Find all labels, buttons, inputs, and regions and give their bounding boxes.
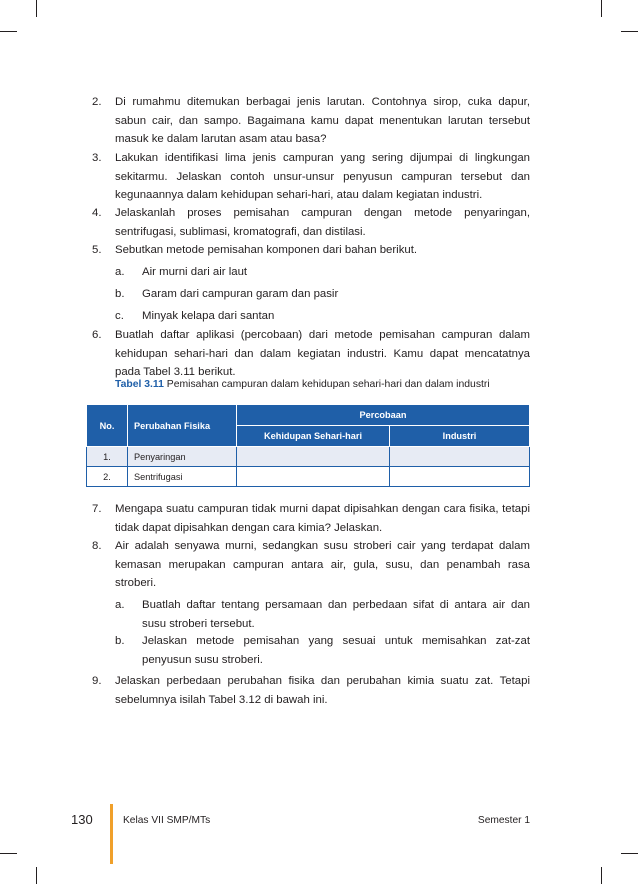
question-text: Air adalah senyawa murni, sedangkan susu stroberi cair yang terdapat dalam kemasan merupakan campuran antara air, gula, susu, dan penambah rasa stroberi. — [115, 540, 530, 590]
header-percobaan: Percobaan — [237, 405, 530, 426]
sub-number: b. — [115, 635, 125, 647]
question-text: Di rumahmu ditemukan berbagai jenis larutan. Contohnya sirop, cuka dapur, sabun cair, dan sampo. Bagaimana kamu dapat menentukan larutan tersebut masuk ke dalam larutan asam atau basa? — [115, 96, 530, 146]
question-number: 8. — [92, 540, 102, 552]
question-number: 9. — [92, 675, 102, 687]
cell-industri — [390, 467, 530, 487]
sub-number: a. — [115, 266, 125, 278]
crop-mark-top-left-v — [36, 0, 37, 17]
question-8-b — [115, 632, 530, 669]
question-4 — [92, 204, 530, 241]
question-2 — [92, 93, 530, 149]
question-3 — [92, 149, 530, 205]
cell-no: 1. — [87, 447, 128, 467]
question-5 — [92, 241, 530, 260]
question-number: 7. — [92, 503, 102, 515]
footer-class-label: Kelas VII SMP/MTs — [123, 815, 211, 826]
question-5-a — [115, 263, 530, 282]
footer-divider — [110, 804, 113, 864]
cell-no: 2. — [87, 467, 128, 487]
question-text: Buatlah daftar aplikasi (percobaan) dari metode pemisahan campuran dalam kehidupan sehari-hari dan dalam kegiatan industri. Kamu dapat mencatatnya pada Tabel 3.11 berikut. — [115, 329, 530, 379]
question-number: 4. — [92, 207, 102, 219]
crop-mark-bottom-right-h — [621, 853, 638, 854]
cell-name: Penyaringan — [128, 447, 237, 467]
sub-number: a. — [115, 599, 125, 611]
question-number: 3. — [92, 152, 102, 164]
question-7 — [92, 500, 530, 537]
table-caption-text: Pemisahan campuran dalam kehidupan sehari-hari dan dalam industri — [166, 379, 490, 390]
question-5-c — [115, 307, 530, 326]
cell-industri — [390, 447, 530, 467]
sub-text: Buatlah daftar tentang persamaan dan perbedaan sifat di antara air dan susu stroberi tersebut. — [142, 599, 530, 630]
question-text: Jelaskanlah proses pemisahan campuran dengan metode penyaringan, sentrifugasi, sublimasi, kromatografi, dan distilasi. — [115, 207, 530, 238]
question-number: 2. — [92, 96, 102, 108]
table-caption — [115, 379, 490, 390]
sub-text: Jelaskan metode pemisahan yang sesuai untuk memisahkan zat-zat penyusun susu stroberi. — [142, 635, 530, 666]
table-row — [87, 467, 530, 487]
crop-mark-top-right-v — [601, 0, 602, 17]
question-9 — [92, 672, 530, 709]
crop-mark-bottom-right-v — [601, 867, 602, 884]
question-6 — [92, 326, 530, 382]
question-text: Lakukan identifikasi lima jenis campuran yang sering dijumpai di lingkungan sekitarmu. Jelaskan contoh unsur-unsur penyusun campuran tersebut dan kegunaannya dalam kehidupan sehari-hari, atau dalam kegiatan industri. — [115, 152, 530, 202]
crop-mark-top-left-h — [0, 31, 17, 32]
header-perubahan-fisika: Perubahan Fisika — [128, 405, 237, 447]
sub-text: Minyak kelapa dari santan — [142, 310, 275, 322]
table-caption-label: Tabel 3.11 — [115, 379, 164, 390]
sub-number: c. — [115, 310, 124, 322]
question-number: 6. — [92, 329, 102, 341]
crop-mark-top-right-h — [621, 31, 638, 32]
crop-mark-bottom-left-h — [0, 853, 17, 854]
question-text: Jelaskan perbedaan perubahan fisika dan perubahan kimia suatu zat. Tetapi sebelumnya isilah Tabel 3.12 di bawah ini. — [115, 675, 530, 706]
table-row — [87, 447, 530, 467]
sub-text: Garam dari campuran garam dan pasir — [142, 288, 339, 300]
sub-text: Air murni dari air laut — [142, 266, 248, 278]
table-3-11 — [86, 404, 530, 487]
question-8-a — [115, 596, 530, 633]
cell-sehari — [237, 447, 390, 467]
page-number: 130 — [71, 812, 93, 827]
header-industri: Industri — [390, 426, 530, 447]
question-number: 5. — [92, 244, 102, 256]
cell-sehari — [237, 467, 390, 487]
question-8 — [92, 537, 530, 593]
question-text: Mengapa suatu campuran tidak murni dapat dipisahkan dengan cara fisika, tetapi tidak dapat dipisahkan dengan cara kimia? Jelaskan. — [115, 503, 530, 534]
sub-number: b. — [115, 288, 125, 300]
crop-mark-bottom-left-v — [36, 867, 37, 884]
cell-name: Sentrifugasi — [128, 467, 237, 487]
header-no: No. — [87, 405, 128, 447]
footer-semester-label: Semester 1 — [477, 815, 530, 826]
question-text: Sebutkan metode pemisahan komponen dari bahan berikut. — [115, 244, 418, 256]
question-5-b — [115, 285, 530, 304]
header-kehidupan-sehari-hari: Kehidupan Sehari-hari — [237, 426, 390, 447]
